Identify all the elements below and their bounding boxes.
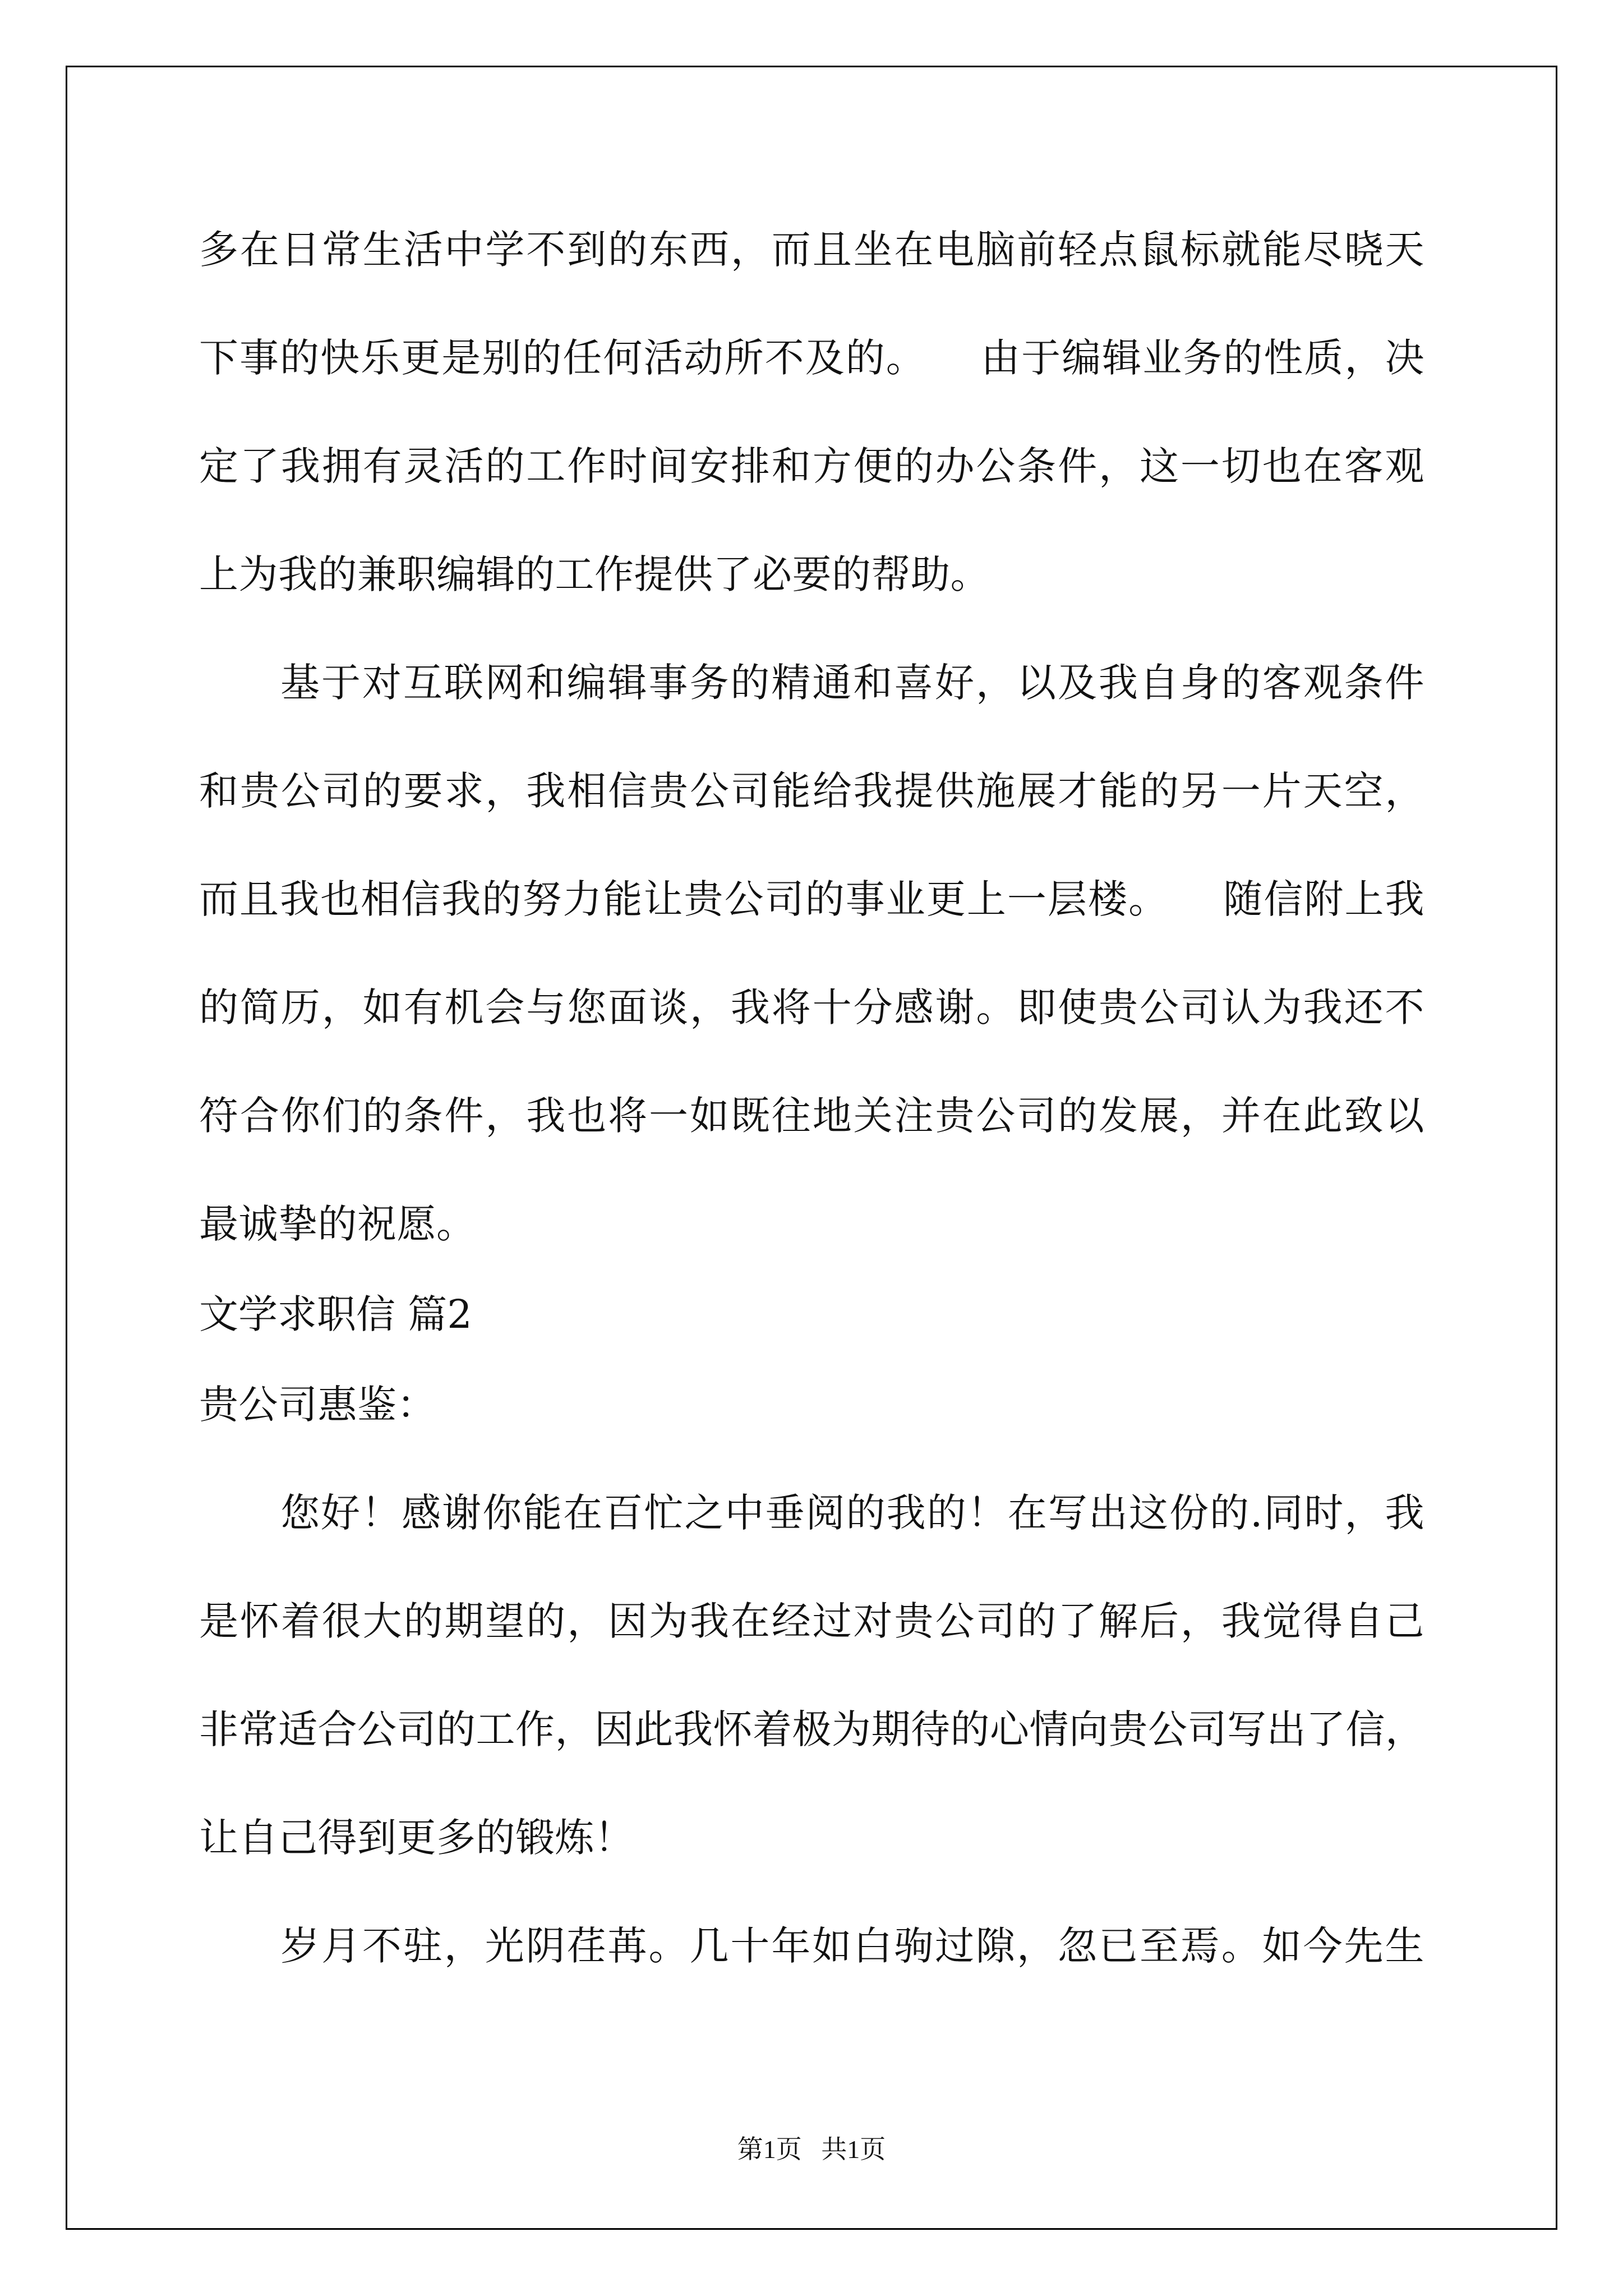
body-line: 的简历，如有机会与您面谈，我将十分感谢。即使贵公司认为我还不 — [199, 984, 1424, 1030]
body-line: 上为我的兼职编辑的工作提供了必要的帮助。 — [199, 551, 990, 597]
body-line: 符合你们的条件，我也将一如既往地关注贵公司的发展，并在此致以 — [199, 1093, 1424, 1139]
body-line: 让自己得到更多的锻炼！ — [199, 1815, 634, 1861]
salutation: 贵公司惠鉴： — [199, 1382, 436, 1428]
body-line: 最诚挚的祝愿。 — [199, 1201, 476, 1247]
page-border — [66, 66, 1557, 2230]
body-line: 而且我也相信我的努力能让贵公司的事业更上一层楼。 随信附上我 — [199, 876, 1424, 922]
body-line: 您好！感谢你能在百忙之中垂阅的我的！在写出这份的.同时，我 — [280, 1490, 1424, 1536]
body-line: 多在日常生活中学不到的东西，而且坐在电脑前轻点鼠标就能尽晓天 — [199, 227, 1424, 273]
body-line: 是怀着很大的期望的，因为我在经过对贵公司的了解后，我觉得自己 — [199, 1598, 1424, 1644]
body-line: 岁月不驻，光阴荏苒。几十年如白驹过隙，忽已至焉。如今先生 — [280, 1923, 1424, 1969]
section-heading: 文学求职信 篇2 — [199, 1291, 472, 1337]
body-line: 非常适合公司的工作，因此我怀着极为期待的心情向贵公司写出了信， — [199, 1706, 1425, 1752]
body-line: 和贵公司的要求，我相信贵公司能给我提供施展才能的另一片天空， — [199, 768, 1424, 814]
body-line: 下事的快乐更是别的任何活动所不及的。 由于编辑业务的性质，决 — [199, 335, 1424, 381]
page-number-footer: 第1页 共1页 — [737, 2135, 886, 2164]
body-line: 基于对互联网和编辑事务的精通和喜好，以及我自身的客观条件 — [280, 660, 1424, 706]
body-line: 定了我拥有灵活的工作时间安排和方便的办公条件，这一切也在客观 — [199, 443, 1424, 489]
